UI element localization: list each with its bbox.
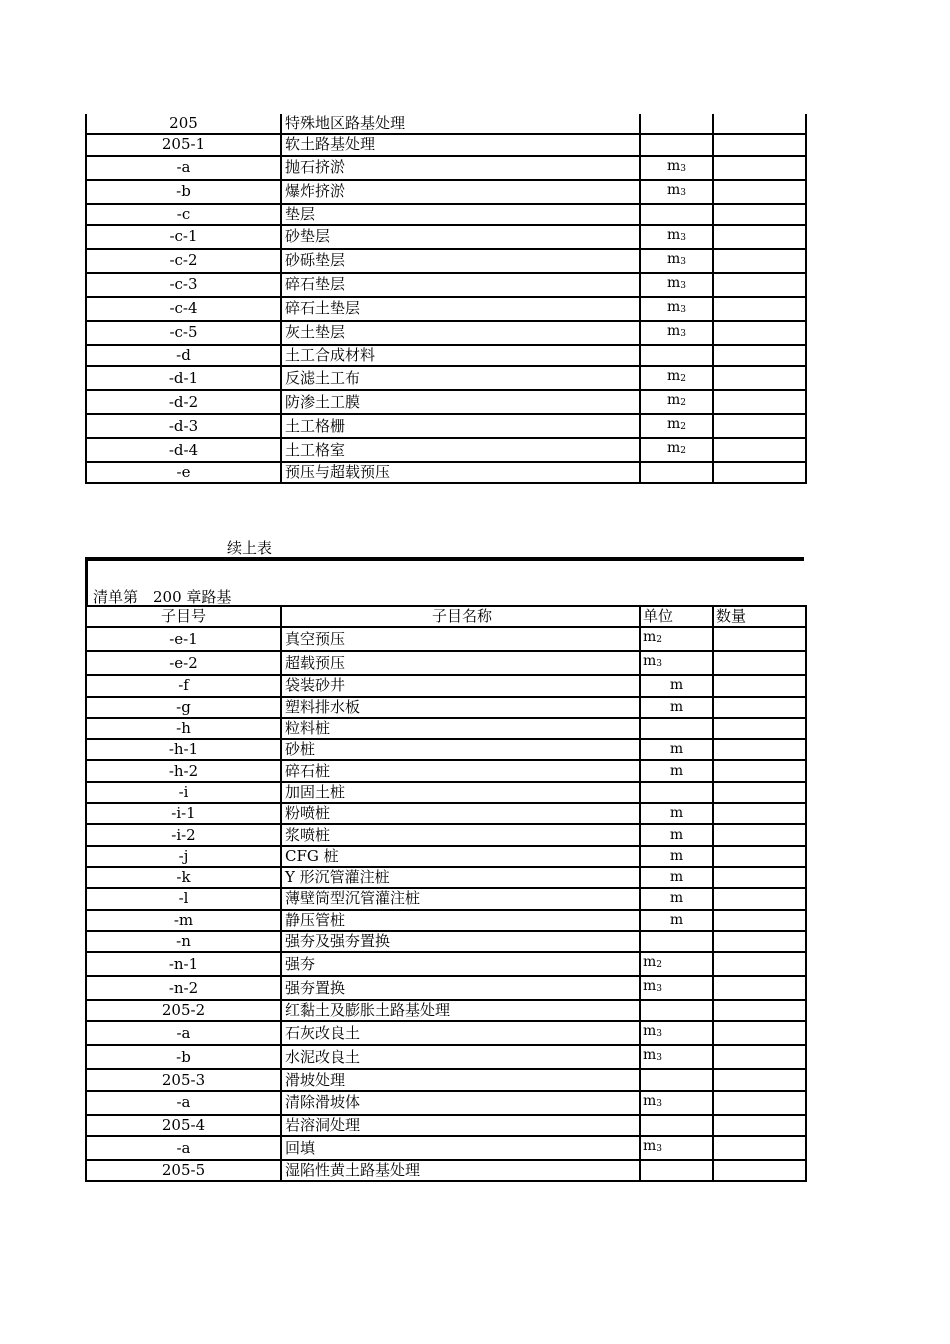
item-unit [640, 1069, 713, 1090]
item-unit [640, 114, 713, 134]
item-quantity [713, 156, 806, 180]
item-code: -h-1 [86, 739, 281, 760]
table-row [86, 760, 806, 781]
table-row [86, 846, 806, 867]
item-name: 加固土桩 [281, 782, 640, 803]
item-code: -i-2 [86, 824, 281, 845]
item-code: -d-2 [86, 390, 281, 414]
item-code: -m [86, 910, 281, 931]
item-unit: m [640, 867, 713, 888]
table-row [86, 1069, 806, 1090]
item-code: -a [86, 1091, 281, 1115]
table-row [86, 1045, 806, 1069]
item-quantity [713, 782, 806, 803]
table-row [86, 931, 806, 952]
item-name: 灰土垫层 [281, 321, 640, 345]
item-unit: m [640, 888, 713, 909]
item-name: 石灰改良土 [281, 1021, 640, 1045]
item-quantity [713, 803, 806, 824]
item-quantity [713, 651, 806, 675]
item-code: -a [86, 156, 281, 180]
item-code: -a [86, 1021, 281, 1045]
item-quantity [713, 297, 806, 321]
item-unit: m3 [640, 225, 713, 249]
item-code: -d-4 [86, 438, 281, 462]
item-unit [640, 1000, 713, 1021]
item-name: 碎石垫层 [281, 273, 640, 297]
item-quantity [713, 697, 806, 718]
item-code: 205-5 [86, 1160, 281, 1181]
item-code: -b [86, 1045, 281, 1069]
item-quantity [713, 739, 806, 760]
item-name: 砂砾垫层 [281, 249, 640, 273]
table-row [86, 976, 806, 1000]
item-code: -a [86, 1136, 281, 1160]
table-row [86, 114, 806, 134]
item-unit: m2 [640, 952, 713, 976]
item-quantity [713, 1091, 806, 1115]
item-code: -l [86, 888, 281, 909]
item-unit: m2 [640, 390, 713, 414]
table-row [86, 366, 806, 390]
item-quantity [713, 1136, 806, 1160]
item-code: -c-1 [86, 225, 281, 249]
item-name: CFG 桩 [281, 846, 640, 867]
table-row [86, 134, 806, 155]
item-name: 爆炸挤淤 [281, 180, 640, 204]
item-code: -e [86, 462, 281, 483]
item-unit [640, 204, 713, 225]
item-unit: m [640, 697, 713, 718]
table-row [86, 803, 806, 824]
item-name: 岩溶洞处理 [281, 1115, 640, 1136]
item-quantity [713, 824, 806, 845]
table-row [86, 910, 806, 931]
item-code: 205-2 [86, 1000, 281, 1021]
item-code: -e-2 [86, 651, 281, 675]
item-name: 真空预压 [281, 627, 640, 651]
item-name: 垫层 [281, 204, 640, 225]
item-code: -i [86, 782, 281, 803]
item-code: -n-1 [86, 952, 281, 976]
chapter-title: 清单第 200 章路基 [93, 588, 232, 606]
item-name: 粒料桩 [281, 718, 640, 739]
item-unit: m3 [640, 651, 713, 675]
item-name: 强夯及强夯置换 [281, 931, 640, 952]
header-unit: 单位 [640, 606, 713, 627]
item-code: 205-1 [86, 134, 281, 155]
item-unit [640, 345, 713, 366]
item-quantity [713, 846, 806, 867]
item-quantity [713, 931, 806, 952]
item-unit [640, 931, 713, 952]
item-quantity [713, 718, 806, 739]
item-quantity [713, 414, 806, 438]
item-unit: m3 [640, 321, 713, 345]
item-quantity [713, 180, 806, 204]
item-quantity [713, 627, 806, 651]
item-quantity [713, 321, 806, 345]
item-name: 软土路基处理 [281, 134, 640, 155]
table-row [86, 204, 806, 225]
item-unit [640, 462, 713, 483]
item-quantity [713, 204, 806, 225]
item-unit [640, 1160, 713, 1181]
item-quantity [713, 273, 806, 297]
item-unit: m3 [640, 1136, 713, 1160]
item-code: -d-1 [86, 366, 281, 390]
item-code: -b [86, 180, 281, 204]
item-name: 土工合成材料 [281, 345, 640, 366]
item-code: -k [86, 867, 281, 888]
table-row [86, 824, 806, 845]
item-quantity [713, 888, 806, 909]
bill-table-part-1 [85, 114, 807, 484]
table-row [86, 414, 806, 438]
item-quantity [713, 462, 806, 483]
item-unit: m [640, 739, 713, 760]
item-quantity [713, 114, 806, 134]
table-row [86, 1021, 806, 1045]
item-unit: m2 [640, 627, 713, 651]
table-row [86, 1136, 806, 1160]
item-name: 浆喷桩 [281, 824, 640, 845]
item-name: 碎石桩 [281, 760, 640, 781]
table-row [86, 888, 806, 909]
item-code: -c-4 [86, 297, 281, 321]
item-code: -f [86, 675, 281, 696]
item-name: Y 形沉管灌注桩 [281, 867, 640, 888]
item-quantity [713, 438, 806, 462]
table-row [86, 180, 806, 204]
item-code: -d [86, 345, 281, 366]
table-row [86, 225, 806, 249]
item-unit: m [640, 760, 713, 781]
table-row [86, 697, 806, 718]
item-unit: m2 [640, 414, 713, 438]
header-code: 子目号 [86, 606, 281, 627]
item-quantity [713, 225, 806, 249]
item-quantity [713, 867, 806, 888]
item-name: 预压与超载预压 [281, 462, 640, 483]
item-unit: m [640, 824, 713, 845]
chapter-header-block [85, 557, 804, 605]
item-unit: m2 [640, 438, 713, 462]
item-name: 袋装砂井 [281, 675, 640, 696]
item-code: 205-4 [86, 1115, 281, 1136]
item-quantity [713, 1160, 806, 1181]
item-name: 红黏土及膨胀土路基处理 [281, 1000, 640, 1021]
item-name: 强夯 [281, 952, 640, 976]
item-name: 特殊地区路基处理 [281, 114, 640, 134]
item-quantity [713, 390, 806, 414]
table-row [86, 156, 806, 180]
table-row [86, 718, 806, 739]
item-unit [640, 718, 713, 739]
item-code: -i-1 [86, 803, 281, 824]
item-unit: m3 [640, 249, 713, 273]
item-code: 205-3 [86, 1069, 281, 1090]
bill-table-part-2 [85, 605, 807, 1182]
item-code: -c-3 [86, 273, 281, 297]
item-quantity [713, 249, 806, 273]
table-row [86, 675, 806, 696]
item-code: -c [86, 204, 281, 225]
item-code: -n [86, 931, 281, 952]
item-quantity [713, 134, 806, 155]
item-name: 塑料排水板 [281, 697, 640, 718]
item-name: 回填 [281, 1136, 640, 1160]
table-row [86, 390, 806, 414]
item-name: 砂垫层 [281, 225, 640, 249]
item-code: -j [86, 846, 281, 867]
item-unit: m3 [640, 1091, 713, 1115]
table-row [86, 345, 806, 366]
table-row [86, 739, 806, 760]
item-code: 205 [86, 114, 281, 134]
header-qty: 数量 [713, 606, 806, 627]
item-quantity [713, 1000, 806, 1021]
item-quantity [713, 976, 806, 1000]
item-unit: m3 [640, 180, 713, 204]
item-unit [640, 782, 713, 803]
item-name: 清除滑坡体 [281, 1091, 640, 1115]
table-row [86, 782, 806, 803]
item-name: 砂桩 [281, 739, 640, 760]
table-row [86, 867, 806, 888]
table-header-row [86, 606, 806, 627]
item-quantity [713, 1115, 806, 1136]
table-row [86, 321, 806, 345]
item-code: -d-3 [86, 414, 281, 438]
item-name: 抛石挤淤 [281, 156, 640, 180]
item-unit [640, 1115, 713, 1136]
item-name: 湿陷性黄土路基处理 [281, 1160, 640, 1181]
item-unit: m3 [640, 1021, 713, 1045]
item-quantity [713, 1021, 806, 1045]
item-name: 薄壁筒型沉管灌注桩 [281, 888, 640, 909]
item-quantity [713, 366, 806, 390]
item-unit: m3 [640, 976, 713, 1000]
table-row [86, 273, 806, 297]
item-code: -h-2 [86, 760, 281, 781]
item-unit [640, 134, 713, 155]
item-quantity [713, 760, 806, 781]
item-name: 水泥改良土 [281, 1045, 640, 1069]
item-unit: m [640, 846, 713, 867]
table-row [86, 1000, 806, 1021]
item-code: -h [86, 718, 281, 739]
item-name: 静压管桩 [281, 910, 640, 931]
item-code: -e-1 [86, 627, 281, 651]
item-quantity [713, 952, 806, 976]
item-name: 超载预压 [281, 651, 640, 675]
table-row [86, 627, 806, 651]
item-quantity [713, 1069, 806, 1090]
item-name: 粉喷桩 [281, 803, 640, 824]
item-unit: m [640, 910, 713, 931]
item-quantity [713, 910, 806, 931]
item-quantity [713, 345, 806, 366]
continued-label: 续上表 [227, 539, 273, 557]
item-code: -n-2 [86, 976, 281, 1000]
item-name: 滑坡处理 [281, 1069, 640, 1090]
table-row [86, 651, 806, 675]
item-unit: m [640, 803, 713, 824]
item-unit: m3 [640, 1045, 713, 1069]
table-row [86, 249, 806, 273]
item-name: 土工格栅 [281, 414, 640, 438]
table-row [86, 1160, 806, 1181]
table-row [86, 297, 806, 321]
item-unit: m3 [640, 156, 713, 180]
header-name: 子目名称 [281, 606, 640, 627]
item-code: -g [86, 697, 281, 718]
item-unit: m [640, 675, 713, 696]
table-row [86, 1091, 806, 1115]
item-name: 反滤土工布 [281, 366, 640, 390]
item-code: -c-2 [86, 249, 281, 273]
table-row [86, 952, 806, 976]
item-quantity [713, 675, 806, 696]
item-unit: m3 [640, 273, 713, 297]
item-code: -c-5 [86, 321, 281, 345]
item-name: 防渗土工膜 [281, 390, 640, 414]
table-row [86, 1115, 806, 1136]
item-quantity [713, 1045, 806, 1069]
table-row [86, 462, 806, 483]
item-unit: m2 [640, 366, 713, 390]
item-name: 强夯置换 [281, 976, 640, 1000]
item-name: 碎石土垫层 [281, 297, 640, 321]
item-unit: m3 [640, 297, 713, 321]
item-name: 土工格室 [281, 438, 640, 462]
table-row [86, 438, 806, 462]
